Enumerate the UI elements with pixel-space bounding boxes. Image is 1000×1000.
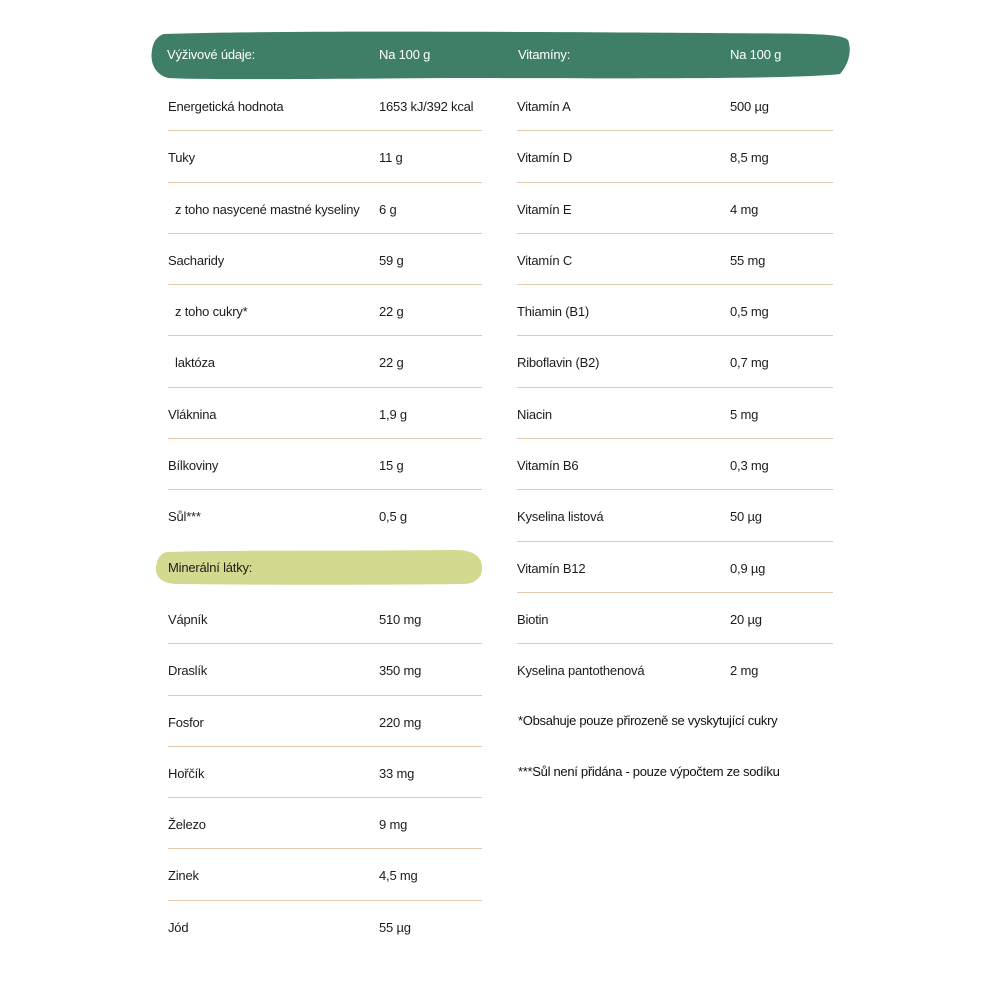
table-row xyxy=(168,80,482,131)
vitamins-table xyxy=(517,80,833,696)
row-value: 20 µg xyxy=(730,611,762,627)
row-value: 55 µg xyxy=(379,919,411,935)
row-value: 55 mg xyxy=(730,252,766,268)
row-label: Niacin xyxy=(517,406,552,422)
row-label: z toho nasycené mastné kyseliny xyxy=(175,201,360,217)
row-label: Fosfor xyxy=(168,714,204,730)
table-row xyxy=(517,336,833,387)
row-value: 500 µg xyxy=(730,99,769,114)
table-row xyxy=(168,593,482,644)
row-label: Vitamín B6 xyxy=(517,458,579,474)
table-row xyxy=(168,849,482,900)
row-label: Bílkoviny xyxy=(168,458,219,474)
minerals-header-label: Minerální látky: xyxy=(168,560,253,575)
row-value: 1653 kJ/392 kcal xyxy=(379,99,474,114)
row-label: Vitamín D xyxy=(517,150,573,166)
row-value: 0,5 g xyxy=(379,509,407,525)
table-row xyxy=(168,644,482,695)
row-label: Thiamin (B1) xyxy=(517,304,590,320)
footnote-salt: ***Sůl není přidána - pouze výpočtem ze sodíku xyxy=(518,764,780,779)
row-label: Železo xyxy=(168,817,206,833)
row-label: Vitamín E xyxy=(517,201,572,217)
table-row xyxy=(517,490,833,541)
footnotes xyxy=(518,713,780,815)
row-label: Kyselina pantothenová xyxy=(517,663,645,679)
row-value: 11 g xyxy=(379,150,403,166)
row-value: 0,3 mg xyxy=(730,458,769,474)
row-label: Vitamín C xyxy=(517,252,573,268)
nutrition-table xyxy=(168,80,482,542)
row-label: Riboflavin (B2) xyxy=(517,355,600,371)
row-value: 2 mg xyxy=(730,663,759,679)
row-label: Hořčík xyxy=(168,765,205,781)
row-value: 59 g xyxy=(379,252,404,268)
row-label: Jód xyxy=(168,919,189,935)
table-row xyxy=(517,439,833,490)
row-value: 350 mg xyxy=(379,663,422,679)
row-label: Vitamín A xyxy=(517,99,571,114)
table-row xyxy=(517,234,833,285)
nutrition-header-label: Výživové údaje: xyxy=(167,47,256,62)
table-row xyxy=(517,593,833,644)
row-value: 6 g xyxy=(379,201,397,217)
row-label: Draslík xyxy=(168,663,208,679)
table-row xyxy=(168,285,482,336)
footnote-sugars: *Obsahuje pouze přirozeně se vyskytující cukry xyxy=(518,713,778,728)
row-value: 0,5 mg xyxy=(730,304,769,320)
row-value: 4 mg xyxy=(730,201,759,217)
nutrition-header-unit: Na 100 g xyxy=(379,47,431,62)
row-value: 220 mg xyxy=(379,714,422,730)
row-label: Sacharidy xyxy=(168,252,225,268)
row-value: 4,5 mg xyxy=(379,868,418,884)
table-row xyxy=(168,747,482,798)
table-row xyxy=(517,131,833,182)
row-value: 0,7 mg xyxy=(730,355,769,371)
table-row xyxy=(517,183,833,234)
table-row xyxy=(517,285,833,336)
row-value: 33 mg xyxy=(379,765,415,781)
table-row xyxy=(168,490,482,541)
table-row xyxy=(517,542,833,593)
vitamins-header-unit: Na 100 g xyxy=(730,47,782,62)
row-label: z toho cukry* xyxy=(175,304,248,320)
row-value: 22 g xyxy=(379,355,404,371)
table-row xyxy=(168,901,482,952)
table-row xyxy=(517,388,833,439)
table-row xyxy=(168,234,482,285)
row-value: 9 mg xyxy=(379,817,408,833)
table-row xyxy=(168,336,482,387)
row-value: 510 mg xyxy=(379,612,422,627)
row-label: Biotin xyxy=(517,611,549,627)
row-value: 1,9 g xyxy=(379,406,407,422)
row-label: Energetická hodnota xyxy=(168,99,284,114)
row-value: 0,9 µg xyxy=(730,560,766,576)
row-label: Tuky xyxy=(168,150,195,166)
table-row xyxy=(168,131,482,182)
table-row xyxy=(517,644,833,695)
row-label: Vápník xyxy=(168,612,208,627)
table-row xyxy=(168,798,482,849)
row-label: Kyselina listová xyxy=(517,509,604,525)
row-value: 8,5 mg xyxy=(730,150,769,166)
table-row xyxy=(168,696,482,747)
row-label: Vitamín B12 xyxy=(517,560,586,576)
row-value: 50 µg xyxy=(730,509,762,525)
table-row xyxy=(168,439,482,490)
row-label: Zinek xyxy=(168,868,199,884)
row-label: Sůl*** xyxy=(168,509,201,525)
row-label: Vláknina xyxy=(168,406,217,422)
row-label: laktóza xyxy=(175,355,215,371)
minerals-table xyxy=(168,593,482,952)
table-row xyxy=(168,388,482,439)
row-value: 15 g xyxy=(379,458,404,474)
row-value: 22 g xyxy=(379,304,404,320)
table-row xyxy=(168,183,482,234)
table-row xyxy=(517,80,833,131)
vitamins-header-label: Vitamíny: xyxy=(518,47,571,62)
row-value: 5 mg xyxy=(730,406,759,422)
